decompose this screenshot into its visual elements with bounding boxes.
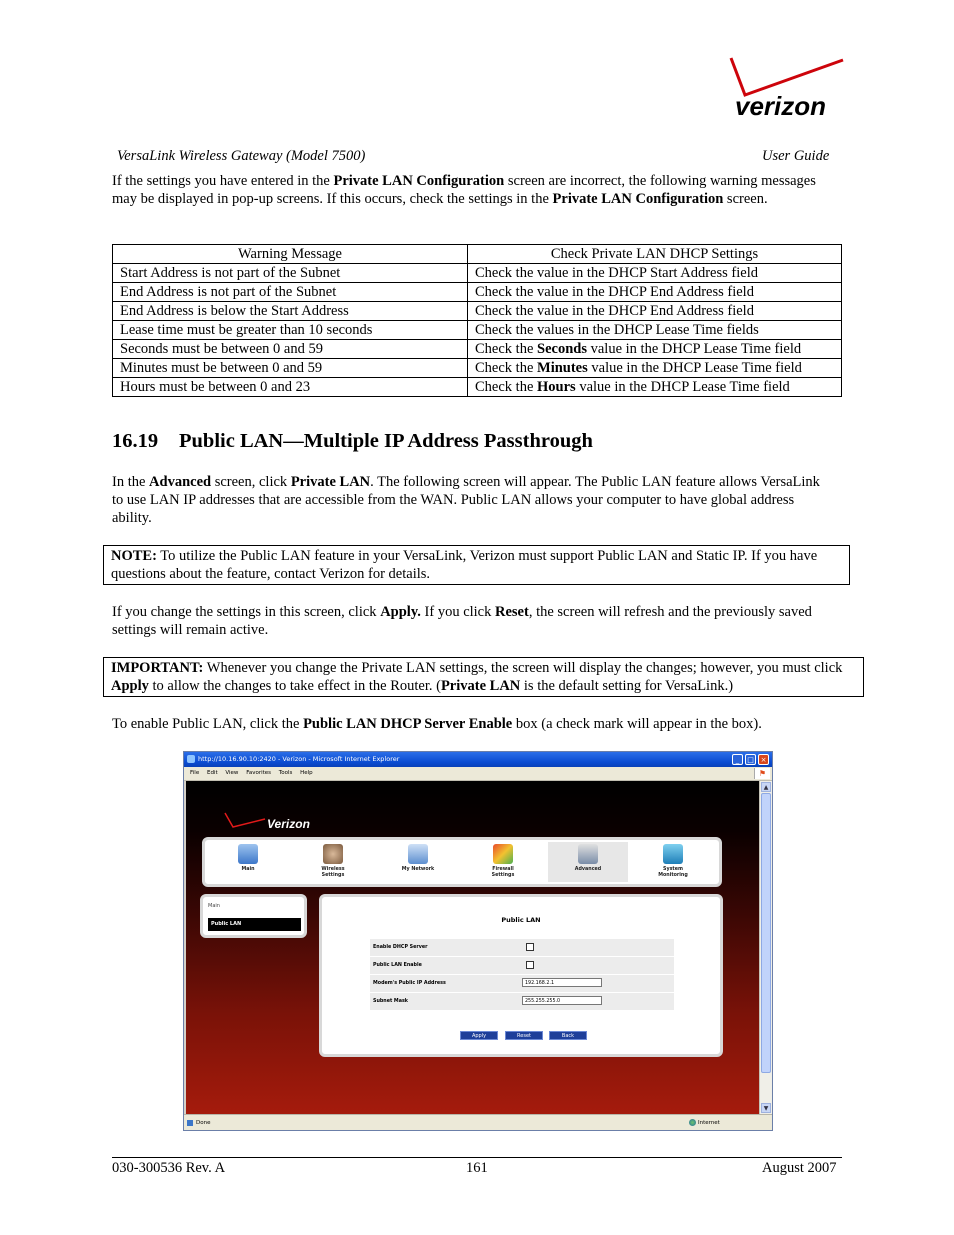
nav-wireless-settings[interactable]: Wireless Settings [293, 842, 373, 882]
svg-text:verizon: verizon [735, 91, 827, 121]
main-icon [238, 844, 258, 864]
nav-system-monitoring[interactable]: System Monitoring [633, 842, 713, 882]
row-public-ip: Modem's Public IP Address 192.168.2.1 [370, 975, 674, 993]
menu-edit[interactable]: Edit [206, 770, 218, 776]
table-row: Seconds must be between 0 and 59 Check the Seconds value in the DHCP Lease Time field [113, 340, 842, 359]
important-box: IMPORTANT: Whenever you change the Private LAN settings, the screen will display the changes; however, you must click Apply to allow the changes to take effect in the Router. (Private LAN is the default setting for VersaLink.) [103, 657, 864, 697]
back-button[interactable]: Back [549, 1031, 587, 1040]
nav-my-network[interactable]: My Network [378, 842, 458, 882]
firewall-icon [493, 844, 513, 864]
public-ip-input[interactable]: 192.168.2.1 [522, 978, 602, 987]
nav-firewall-settings[interactable]: Firewall Settings [463, 842, 543, 882]
footer-doc-number: 030-300536 Rev. A [112, 1160, 226, 1176]
close-icon[interactable]: × [758, 754, 769, 765]
public-lan-enable-checkbox[interactable] [526, 961, 534, 969]
column-header: Warning Message [113, 245, 468, 264]
browser-screenshot [183, 751, 773, 1131]
menu-tools[interactable]: Tools [278, 770, 293, 776]
footer-divider [112, 1157, 842, 1158]
main-nav [202, 837, 722, 887]
svg-text:Verizon: Verizon [267, 817, 310, 831]
table-header-row [113, 245, 842, 264]
section-intro-paragraph: In the Advanced screen, click Private LAN. The following screen will appear. The Public LAN feature allows VersaLink to use LAN IP addresses that are accessible from the WAN. Public LAN allows your computer to have global address ability. [112, 474, 820, 526]
window-title: http://10.16.90.10:2420 - Verizon - Microsoft Internet Explorer [198, 755, 400, 763]
vertical-scrollbar[interactable] [759, 781, 772, 1114]
subnet-mask-input[interactable]: 255.255.255.0 [522, 996, 602, 1005]
warning-table [112, 244, 842, 397]
monitoring-icon [663, 844, 683, 864]
header-product: VersaLink Wireless Gateway (Model 7500) [117, 148, 366, 164]
status-bar [184, 1114, 772, 1131]
table-row: Start Address is not part of the Subnet Check the value in the DHCP Start Address field [113, 264, 842, 283]
header-doc-type: User Guide [762, 148, 830, 164]
table-row: Hours must be between 0 and 23 Check the Hours value in the DHCP Lease Time field [113, 378, 842, 397]
verizon-logo [725, 55, 850, 125]
reset-button[interactable]: Reset [505, 1031, 543, 1040]
note-box: NOTE: To utilize the Public LAN feature in your VersaLink, Verizon must support Public LAN and Static IP. If you have questions about the feature, contact Verizon for details. [103, 545, 850, 585]
menu-bar [184, 767, 772, 781]
status-text: Done [196, 1120, 211, 1126]
public-lan-panel [319, 894, 723, 1057]
window-titlebar [184, 752, 772, 767]
menu-help[interactable]: Help [300, 770, 313, 776]
nav-main[interactable]: Main [208, 842, 288, 882]
menu-file[interactable]: File [190, 770, 200, 776]
scroll-up-icon[interactable]: ▲ [761, 782, 771, 792]
maximize-icon[interactable]: □ [745, 754, 756, 765]
advanced-icon [578, 844, 598, 864]
minimize-icon[interactable]: _ [732, 754, 743, 765]
row-public-lan-enable: Public LAN Enable [370, 957, 674, 975]
side-item-public-lan[interactable]: Public LAN [208, 918, 301, 931]
table-row: End Address is not part of the Subnet Check the value in the DHCP End Address field [113, 283, 842, 302]
enable-instruction-paragraph: To enable Public LAN, click the Public LAN DHCP Server Enable box (a check mark will appear in the box). [112, 716, 762, 732]
scroll-thumb[interactable] [761, 793, 771, 1073]
column-header: Check Private LAN DHCP Settings [468, 245, 842, 264]
menu-favorites[interactable]: Favorites [246, 770, 272, 776]
table-row: Lease time must be greater than 10 seconds Check the values in the DHCP Lease Time fields [113, 321, 842, 340]
web-page [186, 781, 759, 1114]
ie-icon [187, 755, 195, 763]
row-subnet-mask: Subnet Mask 255.255.255.0 [370, 993, 674, 1011]
apply-button[interactable]: Apply [460, 1031, 498, 1040]
side-item-main[interactable]: Main [208, 903, 220, 909]
side-menu [200, 894, 307, 938]
section-heading: 16.19 Public LAN—Multiple IP Address Passthrough [112, 430, 593, 452]
menu-view[interactable]: View [225, 770, 239, 776]
scroll-down-icon[interactable]: ▼ [761, 1103, 771, 1113]
zone-text: Internet [698, 1120, 720, 1126]
nav-advanced[interactable]: Advanced [548, 842, 628, 882]
page-done-icon [187, 1120, 193, 1126]
internet-zone-icon [689, 1119, 696, 1126]
table-row: End Address is below the Start Address Check the value in the DHCP End Address field [113, 302, 842, 321]
enable-dhcp-checkbox[interactable] [526, 943, 534, 951]
apply-reset-paragraph: If you change the settings in this screen, click Apply. If you click Reset, the screen will refresh and the previously saved settings will remain active. [112, 604, 812, 638]
intro-paragraph: If the settings you have entered in the Private LAN Configuration screen are incorrect, the following warning messages may be displayed in pop-up screens. If this occurs, check the settings in the Private LAN Configuration screen. [112, 173, 816, 207]
page-number: 161 [466, 1160, 488, 1176]
table-row: Minutes must be between 0 and 59 Check the Minutes value in the DHCP Lease Time field [113, 359, 842, 378]
row-enable-dhcp: Enable DHCP Server [370, 939, 674, 957]
footer-date: August 2007 [762, 1160, 837, 1176]
wireless-icon [323, 844, 343, 864]
panel-title: Public LAN [501, 916, 541, 924]
network-icon [408, 844, 428, 864]
verizon-web-logo [223, 811, 333, 833]
windows-flag-icon: ⚑ [754, 768, 770, 779]
